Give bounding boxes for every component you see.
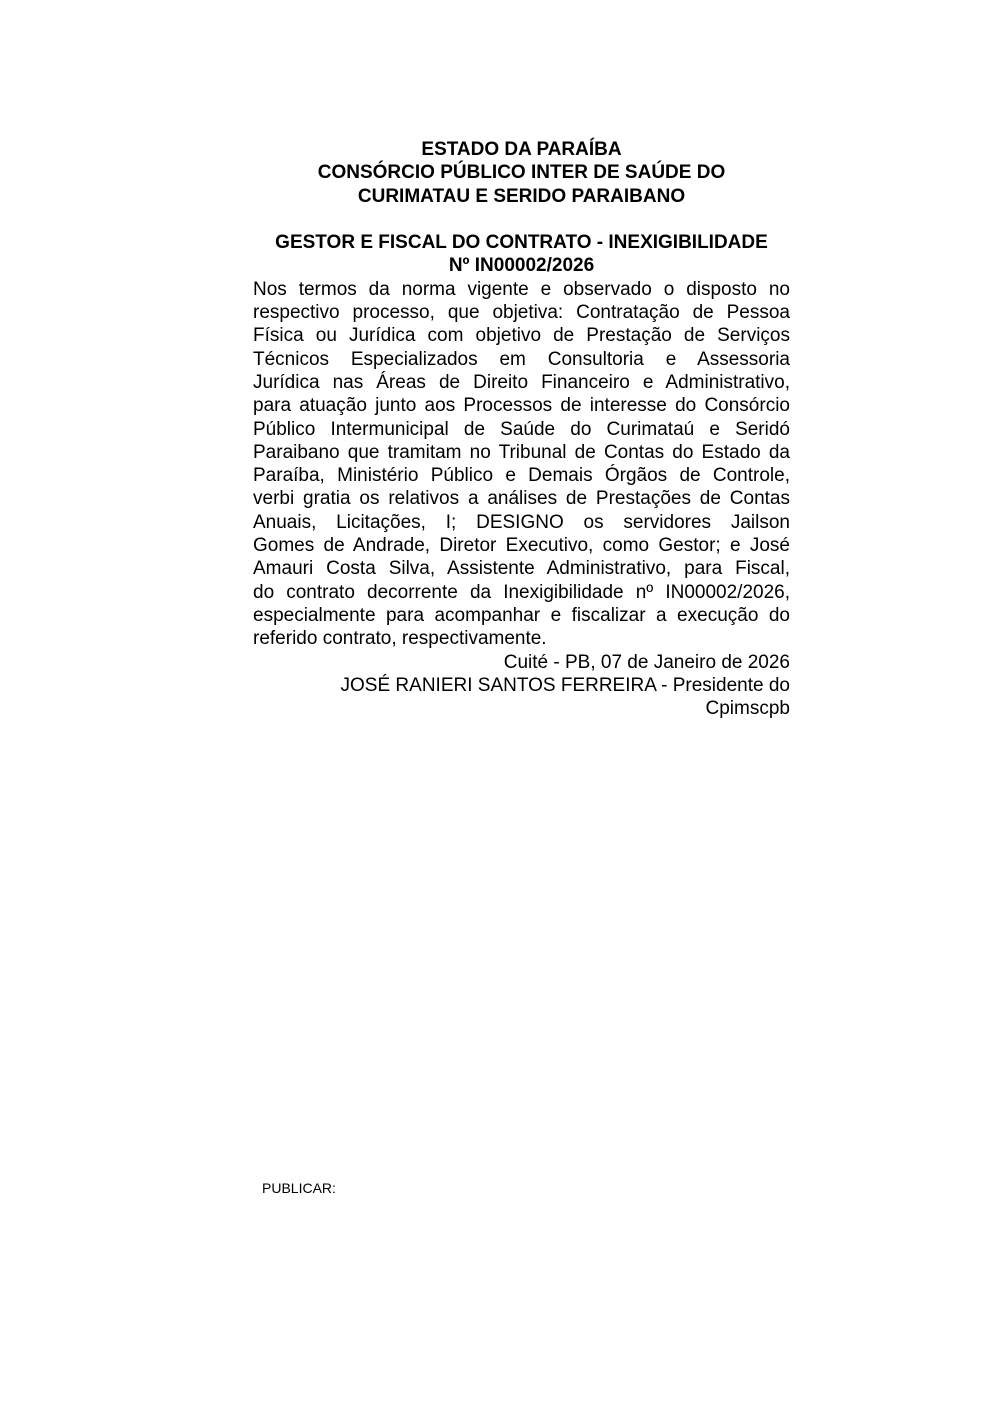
body-line: Técnicos Especializados em Consultoria e Assessoria <box>253 348 790 370</box>
body-line: Paraibano que tramitam no Tribunal de Contas do Estado da <box>253 441 790 463</box>
document-title-line-2: Nº IN00002/2026 <box>448 255 595 277</box>
document-title-line-1: GESTOR E FISCAL DO CONTRATO - INEXIGIBILIDADE <box>275 232 768 254</box>
org-name-line-2: CONSÓRCIO PÚBLICO INTER DE SAÚDE DO <box>317 162 726 184</box>
org-name-line-3: CURIMATAU E SERIDO PARAIBANO <box>357 185 686 207</box>
body-line: Nos termos da norma vigente e observado o disposto no <box>253 278 790 300</box>
signature-name-title: JOSÉ RANIERI SANTOS FERREIRA - Presidente do <box>340 674 790 696</box>
body-line: especialmente para acompanhar e fiscalizar a execução do <box>253 604 790 626</box>
body-line: Física ou Jurídica com objetivo de Prestação de Serviços <box>253 325 790 347</box>
body-line: Anuais, Licitações, I; DESIGNO os servidores Jailson <box>253 511 790 533</box>
org-name-line-1: ESTADO DA PARAÍBA <box>421 139 622 160</box>
signature-org: Cpimscpb <box>705 698 790 720</box>
publish-label: PUBLICAR: <box>262 1180 336 1196</box>
body-line: do contrato decorrente da Inexigibilidade nº IN00002/2026, <box>253 581 790 603</box>
body-line: verbi gratia os relativos a análises de Prestações de Contas <box>253 488 790 510</box>
header-title-gap <box>253 208 790 231</box>
document-text-block <box>253 138 790 720</box>
body-line-last: referido contrato, respectivamente. <box>253 628 547 650</box>
dateline: Cuité - PB, 07 de Janeiro de 2026 <box>503 651 790 673</box>
body-line: Público Intermunicipal de Saúde do Curimataú e Seridó <box>253 418 790 440</box>
body-line: respectivo processo, que objetiva: Contratação de Pessoa <box>253 302 790 324</box>
body-line: Gomes de Andrade, Diretor Executivo, como Gestor; e José <box>253 535 790 557</box>
body-line: Amauri Costa Silva, Assistente Administrativo, para Fiscal, <box>253 558 790 580</box>
document-body <box>253 278 790 651</box>
body-line: para atuação junto aos Processos de interesse do Consórcio <box>253 395 790 417</box>
body-line: Jurídica nas Áreas de Direito Financeiro e Administrativo, <box>253 371 790 393</box>
body-line: Paraíba, Ministério Público e Demais Órgãos de Controle, <box>253 465 790 487</box>
